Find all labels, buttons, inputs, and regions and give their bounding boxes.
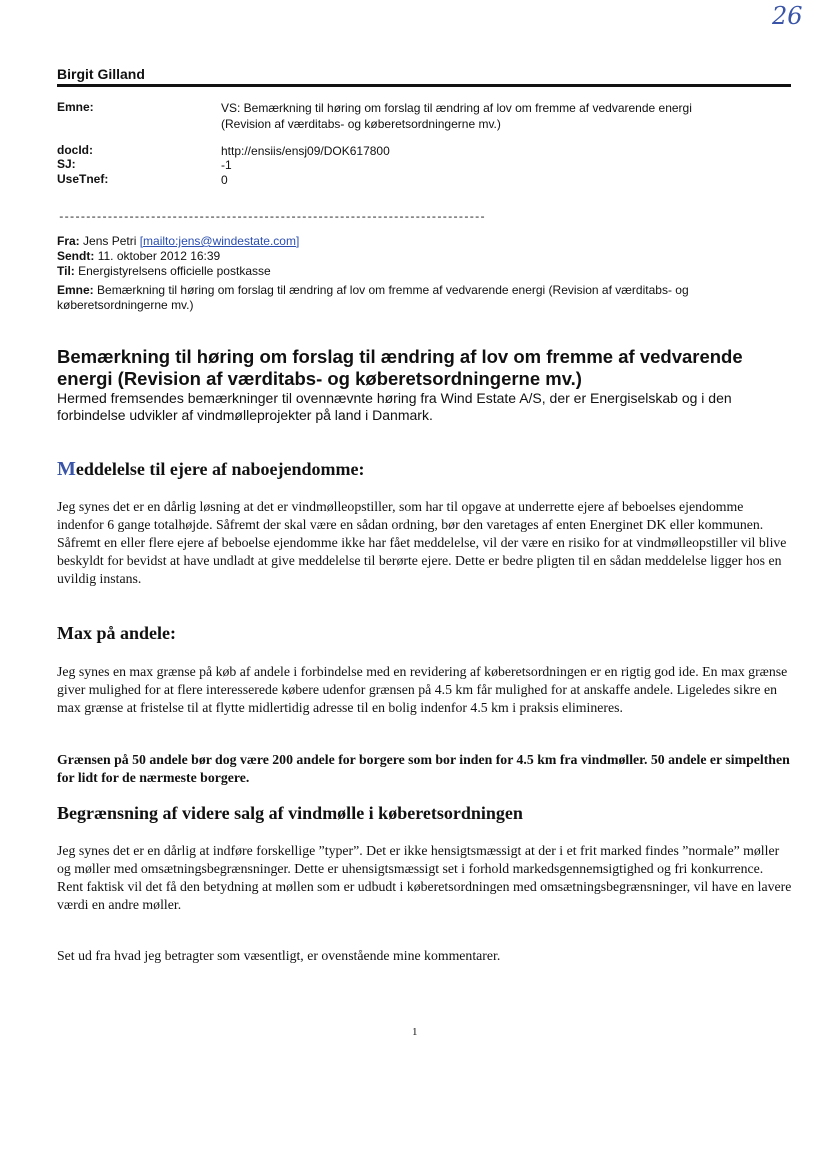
footer-page-number: 1 [412, 1026, 418, 1038]
til-line [57, 264, 777, 279]
emne-value-line1: VS: Bemærkning til høring om forslag til ændring af lov om fremme af vedvarende energi [221, 101, 692, 115]
forwarded-emne-value: Bemærkning til høring om forslag til ændring af lov om fremme af vedvarende energi (Revision af værditabs- og køberetsordningerne mv.) [57, 283, 689, 312]
document-title: Bemærkning til høring om forslag til ændring af lov om fremme af vedvarende energi (Revision af værditabs- og køberetsordningerne mv.) [57, 346, 743, 389]
docid-label: docId: [57, 143, 93, 157]
handwritten-page-number: 26 [772, 2, 803, 30]
sendt-label: Sendt: [57, 249, 95, 263]
closing-paragraph: Set ud fra hvad jeg betragter som væsentligt, er ovenstående mine kommentarer. [57, 948, 501, 963]
emne-value-line2: (Revision af værditabs- og køberetsordningerne mv.) [221, 117, 501, 131]
fra-label: Fra: [57, 234, 80, 248]
sender-name: Birgit Gilland [57, 66, 145, 82]
heading-text: eddelelse til ejere af naboejendomme: [75, 459, 365, 479]
section-heading-max-andele: Max på andele: [57, 623, 176, 643]
usetnef-value: 0 [221, 173, 228, 187]
separator-line: ------------------------------------------------------------------------------- [58, 212, 485, 224]
forwarded-emne-label: Emne: [57, 283, 94, 297]
sj-value: -1 [221, 158, 232, 172]
forwarded-emne-line [57, 283, 777, 313]
section-body-begraensning: Jeg synes det er en dårlig at indføre forskellige ”typer”. Det er ikke hensigtsmæssigt at der i et frit marked findes ”normale” møller og møller med omsætningsbegrænsninger. Dette er uhensigtsmæssigt set i forhold markedsgennemsigtighed og fri konkurrence. Rent faktisk vil det få den betydning at møllen som er udbudt i køberetsordningen med omsætningsbegrænsninger, vil have en lavere værdi en andre møller. [57, 843, 792, 912]
section-heading-begraensning: Begrænsning af videre salg af vindmølle i køberetsordningen [57, 803, 523, 823]
sendt-value: 11. oktober 2012 16:39 [97, 249, 221, 263]
fra-mailto-link[interactable]: [mailto:jens@windestate.com] [139, 234, 300, 248]
section-heading-naboejendomme [57, 458, 364, 481]
sj-label: SJ: [57, 157, 76, 171]
emne-label: Emne: [57, 100, 94, 114]
section-body-max-andele: Jeg synes en max grænse på køb af andele i forbindelse med en revidering af køberetsordningen er en rigtig god ide. En max grænse giver mulighed for at flere interesserede købere udenfor grænsen på 4.5 km får mulighed for at anskaffe andele. Ligeledes sikre en max grænse at fristelse til at flytte midlertidig adresse til en bolig indenfor 4.5 km i praksis elimineres. [57, 664, 788, 715]
header-divider [57, 84, 791, 87]
emne-value [221, 100, 692, 132]
fra-value: Jens Petri [83, 234, 137, 248]
fra-line [57, 234, 777, 249]
heading-drop-cap: M [57, 458, 76, 480]
section-bold-max-andele: Grænsen på 50 andele bør dog være 200 andele for borgere som bor inden for 4.5 km fra vindmøller. 50 andele er simpelthen for lidt for de nærmeste borgere. [57, 752, 790, 785]
docid-value: http://ensiis/ensj09/DOK617800 [221, 144, 390, 158]
til-value: Energistyrelsens officielle postkasse [78, 264, 271, 278]
sendt-line [57, 249, 777, 264]
section-body-naboejendomme: Jeg synes det er en dårlig løsning at det er vindmølleopstiller, som har til opgave at underrette ejere af beboelses ejendomme indenfor 6 gange totalhøjde. Såfremt der skal være en sådan ordning, bør den varetages af enten Energinet DK eller kommunen. Såfremt en eller flere ejere af beboelse ejendomme ikke har fået meddelelse, vil der være en risiko for at vindmølleopstiller vil blive beskyldt for bevidst at have undladt at give meddelelse til berørte ejere. Dette er bedre pligten til en sådan meddelelse ligger hos en uvildig instans. [57, 499, 787, 586]
usetnef-label: UseTnef: [57, 172, 109, 186]
intro-paragraph: Hermed fremsendes bemærkninger til ovennævnte høring fra Wind Estate A/S, der er Energiselskab og i den forbindelse udvikler af vindmølleprojekter på land i Danmark. [57, 390, 732, 423]
til-label: Til: [57, 264, 75, 278]
